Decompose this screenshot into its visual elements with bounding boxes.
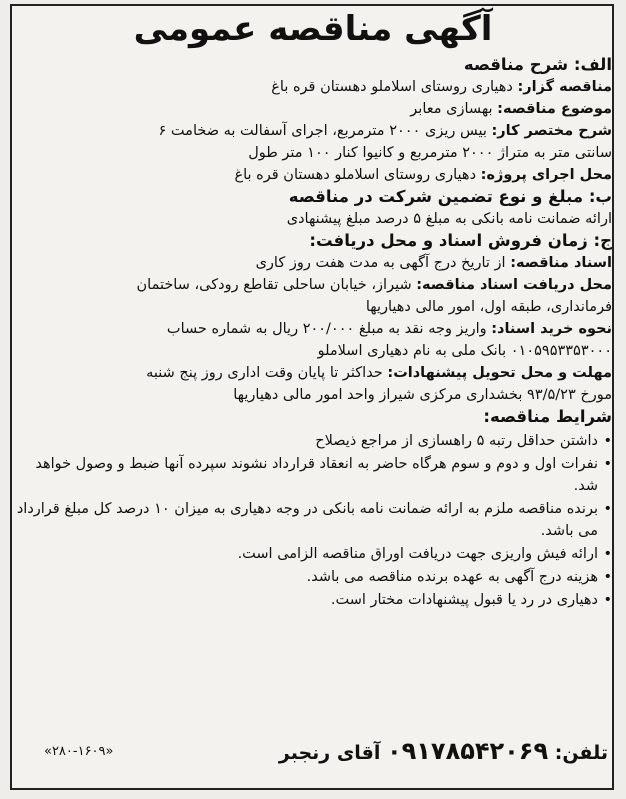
work-line: [14, 120, 612, 142]
work-label: شرح مختصر کار:: [491, 123, 612, 139]
docs-line: [14, 252, 612, 274]
ad-title: آگهی مناقصه عمومی: [133, 9, 493, 49]
tender-giver-line: [14, 76, 612, 98]
docs-value: از تاریخ درج آگهی به مدت هفت روز کاری: [255, 255, 506, 271]
purchase-value-1: واریز وجه نقد به مبلغ ۲۰۰/۰۰۰ ریال به شماره حساب: [166, 321, 487, 337]
subject-value: بهسازی معابر: [410, 101, 493, 117]
purchase-line-2: [14, 340, 612, 362]
subject-label: موضوع مناقصه:: [497, 101, 612, 117]
section-a-header: الف: شرح مناقصه: [463, 55, 612, 74]
phone-line: [279, 736, 608, 768]
condition-item: • نفرات اول و دوم و سوم هرگاه حاضر به انعقاد قرارداد نشوند سپرده آنها ضبط و وصول خواهد شد.: [14, 453, 612, 497]
condition-item: • هزینه درج آگهی به عهده برنده مناقصه می باشد.: [14, 566, 612, 588]
conditions-header: شرایط مناقصه:: [483, 407, 612, 426]
deadline-value-1: حداکثر تا پایان وقت اداری روز پنج شنبه: [146, 365, 383, 381]
conditions-list: [14, 430, 612, 611]
ad-content: [14, 6, 612, 612]
deadline-value-2: مورخ ۹۳/۵/۲۳ بخشداری مرکزی شیراز واحد امور مالی دهیاریها: [233, 387, 612, 403]
location-line: [14, 164, 612, 186]
docs-label: اسناد مناقصه:: [510, 255, 612, 271]
deadline-line: [14, 362, 612, 384]
guarantee-line: ارائه ضمانت نامه بانکی به مبلغ ۵ درصد مبلغ پیشنهادی: [286, 211, 612, 227]
ad-footer: [14, 736, 612, 776]
receive-value-2: فرمانداری، طبقه اول، امور مالی دهیاریها: [365, 299, 612, 315]
purchase-value-2: ۰۱۰۵۹۵۳۳۵۳۰۰۰ بانک ملی به نام دهیاری اسلاملو: [317, 343, 612, 359]
section-c-header: ج: زمان فروش اسناد و محل دریافت:: [309, 231, 612, 250]
work-value-1: بیس ریزی ۲۰۰۰ مترمربع، اجرای آسفالت به ضخامت ۶: [158, 123, 487, 139]
receive-label: محل دریافت اسناد مناقصه:: [416, 277, 612, 293]
work-value-2: سانتی متر به متراژ ۲۰۰۰ مترمربع و کانیوا کنار ۱۰۰ متر طول: [248, 145, 612, 161]
work-line-2: [14, 142, 612, 164]
contact-name: آقای رنجبر: [278, 742, 381, 764]
receive-value-1: شیراز، خیابان ساحلی تقاطع رودکی، ساختمان: [136, 277, 412, 293]
phone-number: ۰۹۱۷۸۵۴۲۰۶۹: [386, 737, 549, 765]
receive-line: [14, 274, 612, 296]
section-b-header: ب: مبلغ و نوع تضمین شرکت در مناقصه: [288, 187, 612, 206]
purchase-line: [14, 318, 612, 340]
receive-line-2: [14, 296, 612, 318]
condition-item: • داشتن حداقل رتبه ۵ راهسازی از مراجع ذیصلاح: [14, 430, 612, 452]
condition-item: • دهیاری در رد یا قبول پیشنهادات مختار است.: [14, 589, 612, 611]
location-value: دهیاری روستای اسلاملو دهستان قره باغ: [234, 167, 477, 183]
phone-label: تلفن:: [554, 742, 608, 764]
deadline-line-2: [14, 384, 612, 406]
tender-giver-value: دهیاری روستای اسلاملو دهستان قره باغ: [271, 79, 513, 95]
purchase-label: نحوه خرید اسناد:: [491, 321, 612, 337]
subject-line: [14, 98, 612, 120]
location-label: محل اجرای پروژه:: [480, 167, 612, 183]
ad-code: «۲۸۰-۱۶۰۹»: [44, 744, 114, 759]
condition-item: • برنده مناقصه ملزم به ارائه ضمانت نامه بانکی در وجه دهیاری به میزان ۱۰ درصد کل مبلغ قرارداد می باشد.: [14, 498, 612, 542]
tender-giver-label: مناقصه گزار:: [517, 79, 612, 95]
deadline-label: مهلت و محل تحویل پیشنهادات:: [387, 365, 612, 381]
condition-item: • ارائه فیش واریزی جهت دریافت اوراق مناقصه الزامی است.: [14, 543, 612, 565]
